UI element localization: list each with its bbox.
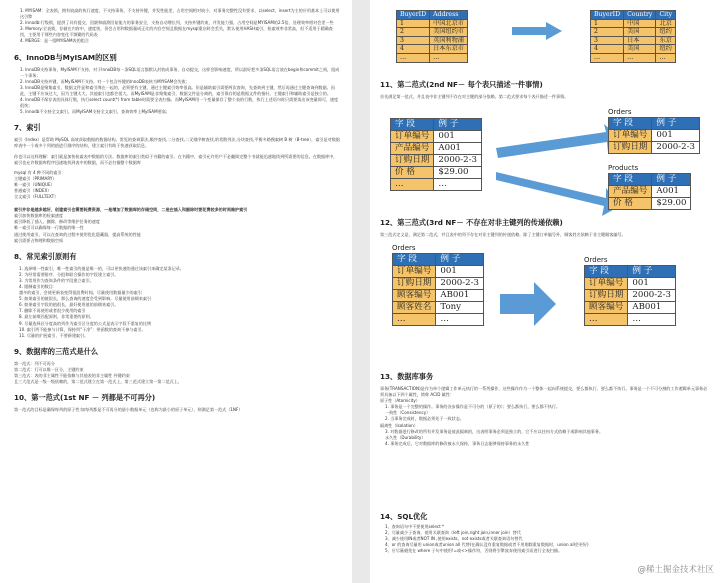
- list-item: 1. 事务是一个完整的操作。事务的各步操作是不可分的（原子的）；要么都执行，要么都不执行。: [385, 404, 561, 410]
- list-item: 3. 为常用作为查询条件的字段建立索引。: [19, 277, 94, 283]
- paragraph: 索引并非是越多越好，创建索引也需要耗费资源，一是增加了数据库的存储空间，二是在插入和删除时要花费较多的时间维护索引: [14, 207, 248, 213]
- table-cell: 价 格: [609, 198, 652, 210]
- table-cell: 中国: [624, 19, 656, 28]
- table-header: 字 段: [585, 266, 628, 278]
- list-item: 2. 为经常需要排序、分组和联合操作的字段建立索引。: [19, 271, 119, 277]
- section-13-body: [380, 386, 710, 447]
- table-cell: 顾客姓名: [393, 302, 436, 314]
- paragraph: 首先满足第一范式，并且表中非主键列不存在对主键的部分依赖。第二范式要求每个表只描述一件事情。: [380, 94, 569, 99]
- table-cell: 订单编号: [393, 266, 436, 278]
- list-item: 5、应尽量避免在 where 子句中使用!=或<>操作符，否则将引擎放弃使用索引而进行全表扫描。: [385, 548, 563, 554]
- table-cell: 产品编号: [609, 186, 652, 198]
- list-item: 2. InnoDB支持外键，而MyISAM不支持。对一个包含外键的InnoDB表转为MYISAM会失败；: [20, 78, 190, 84]
- table-caption: Orders: [608, 108, 632, 116]
- table-cell: 4: [591, 45, 624, 54]
- table-header: 字 段: [391, 119, 434, 131]
- table-header: 字 段: [609, 118, 652, 130]
- table-cell: 001: [436, 266, 484, 278]
- list-item: 1. 选择唯一性索引，唯一性索引的值是唯一的，可以更快速的通过该索引来确定某条记录。: [19, 265, 184, 271]
- list-item: 2. 当事务完成时，数据必须处于一致状态。: [385, 416, 464, 422]
- list-item: 4. InnoDB不保存表的具体行数，执行select count(*) from table时需要全表扫描。而MyISAM用一个变量保存了整个表的行数，执行上述语句时只需要读出该变量即可，速度很快；: [20, 97, 339, 109]
- bullet: 3. Memory:全表锁，存储在内容中，速度快，但会占用和数据量成正比的内存空间且数据在mysql重启时会丢失，默认使用HASH索引，检索效率非常高，但不适用于精确查找，主要用于那些内容变化不频繁的代码表: [20, 26, 333, 38]
- paragraph: 索引（Index）是帮助 MySQL 高效获取数据的数据结构。常见的查询算法,顺序查找,二分查找,二叉排序树查找,哈希散列法,分块查找,平衡多路搜索树 B 树（B-tree），索引是对数据库表中一个或多个列的值进行排序的结构，建立索引有助于快速获取信息。: [14, 137, 340, 149]
- table-cell: A001: [434, 143, 482, 155]
- table-buyer-address: [396, 10, 468, 63]
- list-item: 越多的索引，会使更新表变得很浪费时间。尽量使用数据量少的索引: [19, 290, 142, 296]
- table-cell: 英国利物浦: [430, 36, 468, 45]
- table-cell: 2000-2-3: [628, 290, 676, 302]
- section-6-title: 6、InnoDB与MyISAM的区别: [14, 52, 117, 62]
- list-item: 且三大范式是一级一级依赖的，第二范式建立在第一范式上，第三范式建立第一第二范式上。: [14, 379, 182, 385]
- list-item: 普通索引（INDEX）: [14, 187, 52, 193]
- table-cell: AB001: [628, 302, 676, 314]
- table-order-product-combined: [390, 118, 482, 191]
- table-cell: 日本东京市: [430, 45, 468, 54]
- section-12-title: 12、第三范式(3rd NF－ 不存在对非主键列的传递依赖): [380, 218, 563, 227]
- list-item: 全文索引（FULLTEXT）: [14, 194, 59, 200]
- section-10-title: 10、第一范式(1st NF － 列都是不可再分): [14, 393, 156, 403]
- table-cell: …: [591, 53, 624, 62]
- list-item: 索引需要占物理和数据空间: [14, 237, 64, 243]
- table-cell: 日本: [624, 36, 656, 45]
- list-item: 通过使用索引，可以在查询的过程中使用优化隐藏器，提高系统的性能: [14, 231, 141, 237]
- table-cell: 订单编号: [585, 278, 628, 290]
- section-14-title: 14、SQL优化: [380, 512, 428, 521]
- list-item: 4、or 的查询尽量用 union或者union all 代替(在确认没有重复数据或者不用剔除重复数据时，union all会更好): [385, 542, 589, 548]
- table-cell: …: [628, 314, 676, 326]
- bullet: 4. MERGE：是一组MYISAM表的组合: [20, 38, 89, 44]
- table-cell: 订购日期: [391, 155, 434, 167]
- orders-3nf-after-block: [584, 256, 676, 326]
- table-cell: $29.00: [434, 167, 482, 179]
- table-cell: 1: [397, 19, 430, 28]
- table-orders-2nf: [608, 117, 700, 154]
- table-header: BuyerID: [591, 11, 624, 20]
- paragraph: 你也可以这样理解：索引就是加快检索表中数据的方法。数据库的索引类似于书籍的索引。在书籍中，索引允许用户不必翻阅完整个书就能迅速地找到所需要的信息。在数据库中，索引也允许数据库程序迅速地找到表中的数据，而不必扫描整个数据库: [14, 153, 338, 165]
- arrow-right-icon: [512, 22, 562, 40]
- list-item: 第三范式：表的非主属性不能依赖与其他表的非主属性 外键约束: [14, 373, 130, 379]
- list-item: 10. 索引列不能参与计算，保持列“干净”：带函数的查询不参与索引。: [19, 326, 146, 332]
- right-page: [370, 0, 720, 583]
- list-item: 唯一索引（UNIQUE）: [14, 181, 55, 187]
- split-arrows-icon: [494, 118, 624, 218]
- list-item: 5. Innodb不支持全文索引，而MyISAM支持全文索引，查询效率上MyISAM要高；: [20, 109, 170, 115]
- list-item: 9. 尽量选择区分度高的列作为索引区分度的公式是表示字段不重复的比例: [19, 320, 152, 326]
- list-item: 6. 如果索引字段的值很长，最好使用值的前缀来索引。: [19, 302, 119, 308]
- table-cell: 2000-2-3: [436, 278, 484, 290]
- section-8-list: [14, 266, 340, 339]
- table-cell: 2000-2-3: [434, 155, 482, 167]
- list-item: 4. 事务完成后，它对数据库的修改被永久保持，事务日志能够保持事务的永久性: [385, 440, 530, 446]
- engine-bullets: [14, 8, 340, 45]
- orders-3nf-block: [392, 244, 484, 326]
- table-cell: …: [397, 53, 430, 62]
- table-cell: …: [434, 179, 482, 191]
- table-cell: 4: [397, 45, 430, 54]
- section-8-title: 8、常见索引原则有: [14, 251, 77, 261]
- list-item: 主键索引（PRIMARY）: [14, 175, 57, 181]
- table-header: 例 子: [652, 174, 691, 186]
- table-products-2nf: [608, 173, 691, 210]
- table-orders-3nf-after: [584, 265, 676, 326]
- table-header: 例 子: [652, 118, 700, 130]
- table-cell: 美国纽约市: [430, 28, 468, 37]
- table-cell: 产品编号: [391, 143, 434, 155]
- table-header: BuyerID: [397, 11, 430, 20]
- table-cell: 3: [591, 36, 624, 45]
- list-item: 第二范式：行可以唯一区分，主键约束: [14, 366, 84, 372]
- table-cell: A001: [652, 186, 691, 198]
- table-header: Address: [430, 11, 468, 20]
- list-item: 8. 最左前缀匹配原则，非常重要的原则。: [19, 314, 94, 320]
- section-7-title: 7、索引: [14, 123, 41, 133]
- table-cell: 订单编号: [609, 130, 652, 142]
- list-item: 隔离性（Isolation）: [380, 422, 418, 428]
- table-cell: 美国: [624, 28, 656, 37]
- list-item: 原子性（Atomicity）: [380, 398, 420, 404]
- table-cell: $29.00: [652, 198, 691, 210]
- table-header: 例 子: [436, 254, 484, 266]
- table-header: Country: [624, 11, 656, 20]
- table-cell: 顾客编号: [393, 290, 436, 302]
- table-cell: 纽约: [656, 45, 676, 54]
- left-page: [0, 0, 352, 583]
- paragraph: 第三范式定义是，满足第二范式，并且表中的列不存在对非主键列的传递依赖。除了主键订单编号外，顾客姓名依赖于非主键顾客编号。: [380, 232, 626, 237]
- table-buyer-country-city: [590, 10, 676, 63]
- table-cell: 1: [591, 19, 624, 28]
- section-9-title: 9、数据库的三范式是什么: [14, 346, 99, 356]
- table-cell: AB001: [436, 290, 484, 302]
- table-cell: 2000-2-3: [652, 142, 700, 154]
- table-cell: …: [430, 53, 468, 62]
- section-13-title: 13、数据库事务: [380, 372, 434, 381]
- table-header: City: [656, 11, 676, 20]
- table-header: 字 段: [393, 254, 436, 266]
- table-caption: Orders: [584, 256, 608, 264]
- orders-table-block: [608, 108, 700, 154]
- table-cell: 顾客编号: [585, 302, 628, 314]
- bullet: 2. Innodb:行级锁，提供了具有提交、回滚和崩溃回复能力的事务安全，支持自动增长列，支持外键约束，并发能力强，占用空间是MYISAM的2.5倍，处理效率相对会差一些: [20, 20, 334, 26]
- paragraph: mysql 有 4 种不同的索引：: [14, 169, 66, 175]
- table-cell: 2: [397, 28, 430, 37]
- list-item: 4. 限制索引的数目：: [19, 284, 57, 289]
- table-orders-3nf-before: [392, 253, 484, 326]
- list-item: 第一范式：列不可再分: [14, 360, 55, 366]
- table-header: 例 子: [434, 119, 482, 131]
- table-caption: Orders: [392, 244, 416, 252]
- section-14-list: [380, 524, 710, 554]
- section-6-list: [14, 67, 340, 116]
- table-cell: 美国: [624, 45, 656, 54]
- table-cell: …: [436, 314, 484, 326]
- list-item: 3. InnoDB是聚集索引，数据文件是和索引绑在一起的，必须要有主键，通过主键索引效率很高。但是辅助索引需要两次查询，先查询到主键，然后再通过主键查询到数据。因此，主键不应该过大，因为主键太大，其他索引也都会很大。而MyISAM是非聚集索引，数据文件是分离的，索引保存的是数据文件的指针。主键索引和辅助索引是独立的。: [20, 84, 335, 96]
- products-table-block: [608, 164, 691, 210]
- table-cell: 北京: [656, 19, 676, 28]
- list-item: 3. 对数据进行修改的所有并发事务是彼此隔离的，这表明事务必须是独立的，它不应以任何方式依赖于或影响其他事务。: [385, 428, 604, 434]
- table-cell: …: [391, 179, 434, 191]
- list-item: 11. 尽量的扩展索引，不要新建索引。: [19, 332, 89, 338]
- table-cell: 订购日期: [609, 142, 652, 154]
- list-item: 一致性（Consistency）: [385, 410, 431, 416]
- table-header: 例 子: [628, 266, 676, 278]
- list-item: 1. InnoDB支持事务，MyISAM不支持，对于InnoDB每一条SQL语言都默认封装成事务，自动提交，这样会影响速度，所以最好把多条SQL语言放在begin和commit之间，组成一个事务；: [20, 66, 340, 78]
- table-cell: 中国北京市: [430, 19, 468, 28]
- list-item: 2、尽量减少子查询，使用关联查询（left join,right join,inner join）替代: [385, 530, 521, 536]
- paragraph: 事务(TRANSACTION)是作为单个逻辑工作单元执行的一系列操作，这些操作作为一个整体一起向系统提交，要么都执行、要么都不执行。事务是一个不可分割的工作逻辑单元事务必须具备以下四个属性，简称 ACID 属性：: [380, 386, 708, 398]
- watermark: @稀土掘金技术社区: [637, 565, 714, 575]
- list-item: 索引加快数据库的检索速度: [14, 213, 64, 219]
- table-caption: Products: [608, 164, 639, 172]
- table-cell: 001: [652, 130, 700, 142]
- list-item: 1、查询语句中不要使用select *: [385, 524, 445, 529]
- table-cell: …: [585, 314, 628, 326]
- table-cell: …: [393, 314, 436, 326]
- table-cell: 订购日期: [585, 290, 628, 302]
- list-item: 3、减少使用IN或者NOT IN ,使用exists，not exists或者关联查询语句替代: [385, 536, 523, 542]
- table-cell: 订购日期: [393, 278, 436, 290]
- paragraph: 第一范式的目标是确保每列的原子性:如每列都是不可再分的最小数据单元（也称为最小的原子单元），则满足第一范式（1NF）: [14, 407, 243, 413]
- table-cell: 东京: [656, 36, 676, 45]
- table-cell: 价 格: [391, 167, 434, 179]
- table-cell: 2: [591, 28, 624, 37]
- list-item: 5. 如果索引的值很长，那么查询的速度会受到影响。尽量使用前缀来索引: [19, 296, 152, 302]
- list-item: 永久性（Durability）: [385, 434, 426, 440]
- list-item: 索引降低了插入、删除、修改等维护任务的速度: [14, 219, 100, 225]
- arrow-right-icon: [500, 282, 584, 352]
- table-cell: 001: [434, 131, 482, 143]
- table-cell: 3: [397, 36, 430, 45]
- list-item: 唯一索引可以确保每一行数据的唯一性: [14, 225, 84, 231]
- bullet: 1. MYISAM：全表锁，拥有较高的执行速度，不支持事务，不支持外键，并发性能差，占用空间相对较小，对事务完整性没有要求，以select、insert为主的应用基本上可以使用这引擎: [20, 8, 340, 20]
- table-cell: 纽约: [656, 28, 676, 37]
- section-11-title: 11、第二范式(2nd NF－ 每个表只描述一件事情): [380, 80, 543, 89]
- table-cell: 订单编号: [391, 131, 434, 143]
- table-cell: …: [624, 53, 656, 62]
- list-item: 7. 删除不再使用或者很少使用的索引: [19, 308, 86, 314]
- table-cell: 001: [628, 278, 676, 290]
- table-cell: …: [656, 53, 676, 62]
- table-header: 字 段: [609, 174, 652, 186]
- table-cell: Tony: [436, 302, 484, 314]
